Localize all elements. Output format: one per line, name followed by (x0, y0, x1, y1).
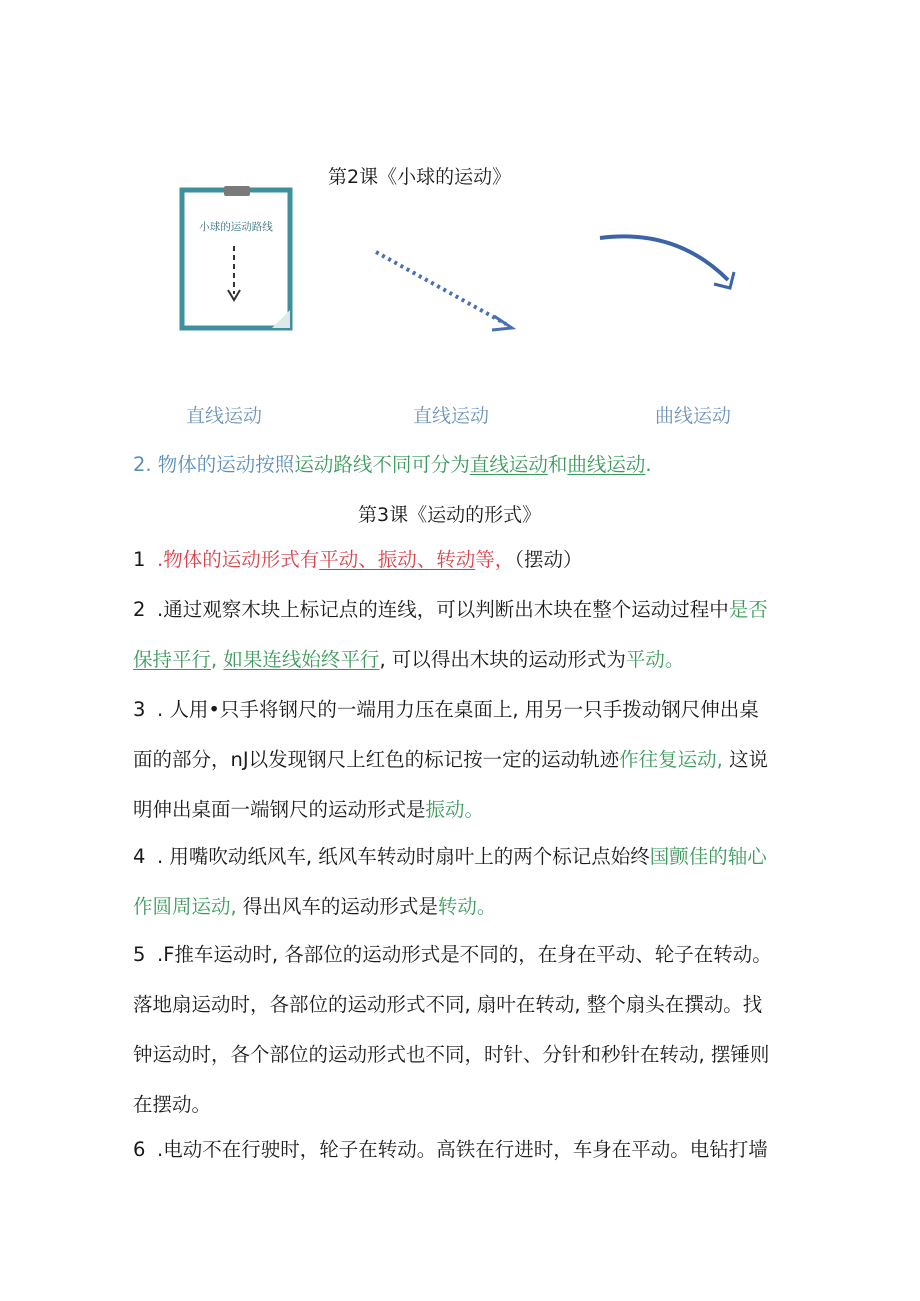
caption-curve: 曲线运动 (655, 405, 732, 427)
lesson3-item-1: 1 .物体的运动形式有平动、振动、转动等，（摆动） (133, 548, 583, 571)
lesson2-point-2: 2. 物体的运动按照运动路线不同可分为直线运动和曲线运动. (133, 453, 652, 476)
curved-motion-arrow-icon (596, 228, 742, 294)
clipboard-illustration (178, 186, 294, 332)
lesson3-item-2: 2 .通过观察木块上标记点的连线，可以判断出木块在整个运动过程中是否 保持平行, 如果连线始终平行, 可以得出木块的运动形式为平动。 (133, 598, 768, 671)
clipboard-label: 小球的运动路线 (199, 221, 273, 233)
lesson3-item-3: 3 . 人用•只手将钢尺的一端用力压在桌面上, 用另一只手拨动钢尺伸出桌 面的部分，nJ以发现钢尺上红色的标记按一定的运动轨迹作往复运动, 这说 明伸出桌面一端钢尺的运动形式是振动。 (133, 698, 769, 821)
caption-straight-2: 直线运动 (413, 405, 490, 427)
clip-icon (224, 186, 250, 196)
lesson2-title: 第2课《小球的运动》 (328, 166, 512, 188)
lesson3-title: 第3课《运动的形式》 (358, 504, 542, 526)
lesson3-item-5: 5 .F推车运动时, 各部位的运动形式是不同的，在身在平动、轮子在转动。 落地扇运动时，各部位的运动形式不同, 扇叶在转动, 整个扇头在撰动。找 钟运动时，各个部位的运动形式也不同，时针、分针和秒针在转动, 摆锤则 在摆动。 (133, 943, 772, 1116)
lesson3-item-6: 6 .电动不在行驶时，轮子在转动。高铁在行进时，车身在平动。电钻打墙 (133, 1138, 768, 1161)
caption-straight-1: 直线运动 (186, 405, 263, 427)
lesson3-item-4: 4 . 用嘴吹动纸风车, 纸风车转动时扇叶上的两个标记点始终国颤佳的轴心 作圆周运动, 得出风车的运动形式是转动。 (133, 845, 767, 918)
straight-motion-arrow-icon (370, 246, 522, 336)
